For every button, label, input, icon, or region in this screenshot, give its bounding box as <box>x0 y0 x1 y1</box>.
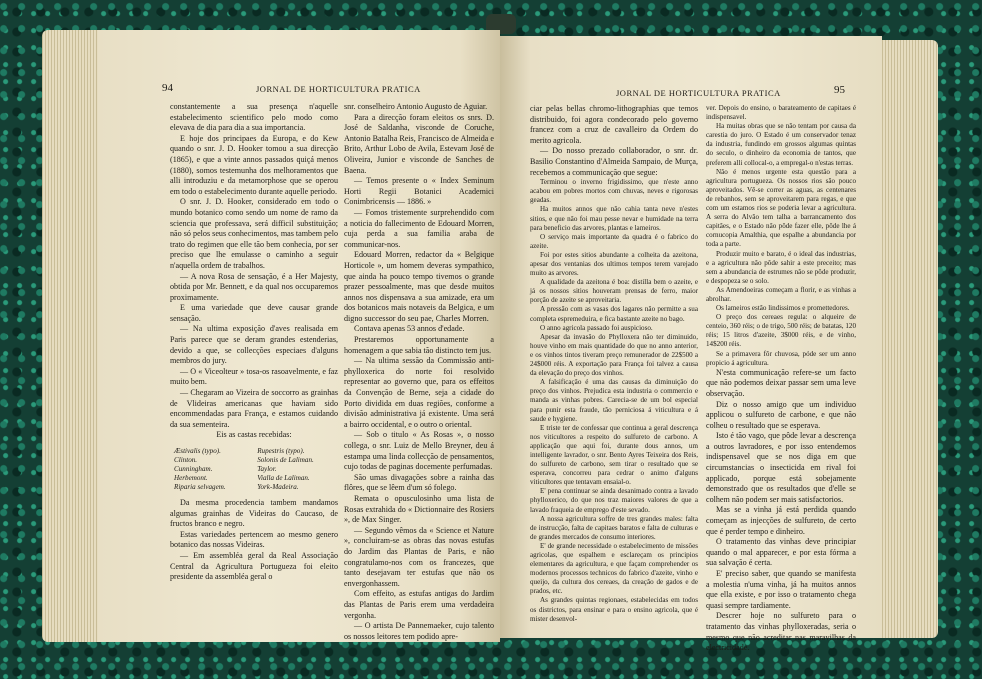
paragraph: A qualidade da azeitona é boa: distilla bem o azeite, e já os nossos sitios houveram prensas de ferro, maior porção de azeite se aproveitaria. <box>530 278 698 305</box>
paragraph: Contava apenas 53 annos d'edade. <box>354 324 465 334</box>
text-column-1 <box>170 102 338 583</box>
paragraph: ciar pelas bellas chromo-lithographias que temos distribuido, foi agora condecorado pelo governo francez com a cruz de cavalleiro da Ordem do merito agricola. <box>530 104 698 145</box>
paragraph: Terminou o inverno frigidissimo, que n'este anno acabou em pobres mortos com chuvas, neves e rigorosas geadas. <box>530 178 698 205</box>
paragraph: Ha muitas obras que se não tentam por causa da carestia do juro. O Estado é um conservador tenaz da industria, fundindo em grossos algumas quintas do seculo, o dinheiro da economia de tantos, que preferem alli collocal-o, a empregal-o n'estas terras. <box>706 122 856 167</box>
running-head: JORNAL DE HORTICULTURA PRATICA <box>256 84 421 94</box>
variety: Rupestris (typo). <box>257 447 305 455</box>
paragraph: ver. Depois do ensino, o barateamento de capitaes é indispensavel. <box>706 104 856 122</box>
left-page <box>98 30 500 642</box>
paragraph: Com effeito, as estufas antigas do Jardim das Plantas de Paris erem uma verdadeira vergonha. <box>344 589 494 620</box>
paragraph: A nossa agricultura soffre de tres grandes males: falta de instrucção, falta de capitaes baratos e falta de culturas e de grandes mercados de consumo interiores. <box>530 514 698 541</box>
right-page <box>500 36 882 653</box>
paragraph: — O « Viceolteur » tosa-os rasoavelmente, e faz muito bem. <box>170 366 338 387</box>
paragraph: N'esta communicação refere-se um facto que não podemos deixar passar sem uma leve observação. <box>706 367 856 398</box>
variety: Solonis de Laliman. <box>257 456 314 464</box>
paragraph: As grandes quintas regionaes, estabelecidas em todos os districtos, para ensinar e para o ensino agricola, que é mister desenvol- <box>530 596 698 623</box>
variety: Clinton. <box>174 456 198 464</box>
text-column-2 <box>344 102 494 642</box>
paragraph: Descrer hoje no sulfureto para o tratamento das vinhas phylloxeradas, seria o mesmo que não acreditar nas maravilhas da electricidade. <box>706 611 856 653</box>
paragraph: Edouard Morren, redactor da « Belgique Horticole », um homem deveras sympathico, que ainda ha pouco tempo tivemos o grande prazer pessoalmente, mas que desde muitos annos nos dispensava a sua amizade, era um dos botanicos mais notaveis da Belgica, e um digno successor do seu pae, Charles Morren. <box>344 250 494 323</box>
paragraph: As Amendoeiras começam a florir, e as vinhas a abrolhar. <box>706 285 856 303</box>
paragraph: Os lameiros estão lindissimos e promettedores. <box>716 304 850 313</box>
paragraph: E hoje dos principaes da Europa, e do Kew quando o snr. J. D. Hooker tomou a sua direcção (1865), e que a vinte annos passados quiçá menos (1880), somos testemunha dos melhoramentos que alli introduziu e da metamorphose que se operou em todo o estabelecimento durante aquelle periodo. <box>170 133 338 196</box>
variety: Cunningham. <box>174 465 213 473</box>
varieties-list <box>174 447 334 492</box>
paragraph: snr. conselheiro Antonio Augusto de Aguiar. <box>344 102 488 111</box>
paragraph: Não é menos urgente esta questão para a agricultura portugueza. Os nossos rios são pouco aproveitados. Vê-se correr as aguas, as centenares de rebanhos, sem se aproveitarem para regas, e que com um estamos rios se poderia levar a agricultura. A serra do Alvão tem talha a barrancamento dos capitães, e o Estado não pôde fazer elle, pôde lhe á cornucopia Amalthia, que espalhe a abundancia por toda a parte. <box>706 167 856 249</box>
paragraph: E' preciso saber, que quando se manifesta a molestia n'uma vinha, já ha muitos annos que ella existe, e por isso o tratamento chega quasi sempre tardiamente. <box>706 569 856 610</box>
page-number: 94 <box>162 82 173 94</box>
paragraph: A pressão com as vasas dos lagares não permitte a sua completa espremeduira, e fica bastante azeite no bago. <box>530 305 698 323</box>
page-number: 95 <box>834 84 845 96</box>
paragraph: Foi por estes sitios abundante a colheita da azeitona, apesar dos ventanias dos ultimos tempos terem varejado muito as arvores. <box>530 250 698 278</box>
paragraph: — Na ultima exposição d'aves realisada em Paris parece que se deram grandes estenderias, devido a que, se collecções especiaes d'alguns membros do jury. <box>170 324 338 366</box>
paragraph: — Chegaram ao Vizeira de soccorro as grainhas de Vlideiras americanas que haviam sido encommendadas para França, e estamos cuidando da sua sementeira. <box>170 388 338 429</box>
paragraph: A falsificação é uma das causas da diminuição do preço dos vinhos. Prejudica esta industria o commercio e manda as vinhas pobres. Carecia-se de um bol especial para punir esta fraude, tão perniciosa á viticultura e á saude e hygiene. <box>530 378 698 423</box>
variety: Taylor. <box>257 465 277 473</box>
paragraph: Isto é tão vago, que pôde levar a descrença a outros lavradores, e por isso entendemos indispensavel que se nos diga em que circumstancias o insecticida em rival foi applicado, porque está sobejamente demonstrado que os resultados que d'elle se colhem não podem ser mais satisfactorios. <box>706 431 856 504</box>
paragraph: Para a direcção foram eleitos os snrs. D. José de Saldanha, visconde de Coruche, Antonio Batalha Reis, Francisco de Almeida e Brito, Arthur Lobo de Avila, Estevam José de Oliveira, Junior e visconde de Sanches de Baena. <box>344 112 494 175</box>
paragraph: O serviço mais importante da quadra é o fabrico do azeite. <box>530 232 698 250</box>
paragraph: — Do nosso prezado collaborador, o snr. dr. Basilio Constantino d'Almeida Sampaio, de Murça, recebemos a communicação que segue: <box>530 146 698 177</box>
paragraph: O anno agricola passado foi auspicioso. <box>540 323 653 332</box>
paragraph: Remata o opusculosinho uma lista de Rosas extrahida do « Dictionnaire des Rosiers », de Max Singer. <box>344 493 494 525</box>
paragraph: — Sob o titulo « As Rosas », o nosso collega, o snr. Luiz de Mello Breyner, deu á estampa uma linda collecção de pensamentos, cujo todas de paginas docemente perfumadas. <box>344 430 494 472</box>
variety: Æstivalis (typo). <box>174 447 221 455</box>
paragraph: — Segundo vêmos da « Science et Nature », concluiram-se as obras das novas estufas do Jardim das Plantas de Paris, e não congratulamo-nos com os francezes, que tanto desejavam ter estufas que não os envergonhassem. <box>344 525 494 588</box>
paragraph: Mas se a vinha já está perdida quando começam as injecções de sulfureto, de certo que é perder tempo e dinheiro. <box>706 505 856 536</box>
running-head: JORNAL DE HORTICULTURA PRATICA <box>616 88 781 98</box>
paragraph: — A nova Rosa de sensação, é a Her Majesty, obtida por Mr. Bennett, e da qual nos occuparemos proximamente. <box>170 271 338 302</box>
text-column-1 <box>530 104 698 624</box>
paragraph: — Temos presente o « Index Seminum Horti Regii Botanici Academici Conimbricensis — 1886. » <box>344 176 494 207</box>
paragraph: constantemente a sua presença n'aquelle estabelecimento scientifico pelo modo como elevava de dia para dia a sua importancia. <box>170 102 338 133</box>
variety: Vialla de Laliman. <box>257 474 310 482</box>
variety: Riparia selvagem. <box>174 483 226 491</box>
variety: Herbemont. <box>174 474 208 482</box>
paragraph: E' pena continuar se ainda desanimado contra a lavado phylloxerico, do que nos traz maiores valores de que a lavado fraqueia de emprego d'este sevado. <box>530 487 698 514</box>
paragraph: E' de grande necessidade o estabelecimento de missões agricolas, que espalhem e esclareçam os principios elementares da agricultura, e que façam comprehender os modernos processos technicos do fabrico d'azeite, vinho e queijo, da cultura dos cereaes, da creação de gados e de prados, etc. <box>530 541 698 596</box>
paragraph: Estas variedades pertencem ao mesmo genero botanico das nossas Videiras. <box>170 529 338 550</box>
paragraph: Apesar da invasão do Phylloxera não ter diminuido, houve vinho em mais quantidade do que no anno anterior, e os vinhos tintos tiveram preço remunerador de 22$500 a 24$000 réis. A exportação para França foi talvez a causa da elevação do preço dos vinhos. <box>530 332 698 378</box>
paragraph: E uma variedade que deve causar grande sensação. <box>170 303 338 323</box>
paragraph: Eis as castas recebidas: <box>216 430 292 440</box>
paragraph: Se a primavera fôr chuvosa, póde ser um anno propicio á agricultura. <box>706 349 856 367</box>
paragraph: São umas divagações sobre a rainha das flôres, que se lêem d'um só folego. <box>344 472 494 493</box>
paragraph: — O artista De Pannemaeker, cujo talento os nossos leitores tem podido apre- <box>344 621 494 641</box>
paragraph: — Fomos tristemente surprehendido com a noticia do fallecimento de Edouard Morren, cuja perda a sua familia araba de communicar-nos. <box>344 207 494 249</box>
paragraph: Produzir muito e barato, é o ideal das industrias, e a agricultura não pôde sahir a este preceito; mas sem a abundancia de estrumes não se pôde produzir, e despopeza se o solo. <box>706 249 856 285</box>
paragraph: — Na ultima sessão da Commissão anti-phylloxerica do norte foi resolvido representar ao governo que, para os effeitos da Convenção de Berne, seja a cidade do Porto dividida em duas regiões, conforme a divisão administrativa já existente. Uma será a bairro occidental, e o outro o oriental. <box>344 356 494 429</box>
paragraph: Prestaremos opportunamente a homenagem a que sabia tão distincto tem jus. <box>344 335 494 355</box>
text-column-2 <box>706 104 856 654</box>
variety: York-Madeira. <box>257 483 299 491</box>
paragraph: O tratamento das vinhas deve principiar quando o mal apparecer, e por esta fórma a sua salvação é certa. <box>706 537 856 568</box>
paragraph: O snr. J. D. Hooker, considerado em todo o mundo botanico como sendo um nome de ramo da sciencia que professava, será difficil substituição; não só pelos seus conhecimentos, mas tambem pelo trato do regimen que elle tão bem conhecia, por ser preciso que lhe emulasse o caminho a seguir n'aquella ordem de trabalhos. <box>170 197 338 270</box>
paragraph: E triste ter de confessar que continua a geral descrença nos viticultores a respeito do sulfureto de carbono. A applicação que aqui foi, durante dous annos, um intelligente lavrador, o snr. Bento Ayres Teixeira dos Reis, do sulfureto de carbono, sem tirar o resultado que se esperava, concorreu para cedrar o animo d'alguns viticultores que tentavam ensaial-o. <box>530 423 698 487</box>
paragraph: Da mesma procedencia tambem mandamos algumas grainhas de Videiras do Caucaso, de fructos branco e negro. <box>170 498 338 529</box>
paragraph: O preço dos cereaes regula: o alqueire de centeio, 360 réis; o de trigo, 500 réis; de batatas, 120 réis; 15 litros d'azeite, 3$000 réis, e de vinho, 14$200 réis. <box>706 313 856 349</box>
paragraph: Ha muitos annos que não cahia tanta neve n'estes sitios, e que não foi mau pesse nevar e humidade na terra para beneficio das arvores, plantas e lameiros. <box>530 205 698 232</box>
paragraph: — Em assembléa geral da Real Associação Central da Agricultura Portugueza foi eleito presidente da assembléa geral o <box>170 550 338 582</box>
paragraph: Diz o nosso amigo que um individuo applicou o sulfureto de carbone, e que não colheu o resultado que se esperava. <box>706 399 856 430</box>
